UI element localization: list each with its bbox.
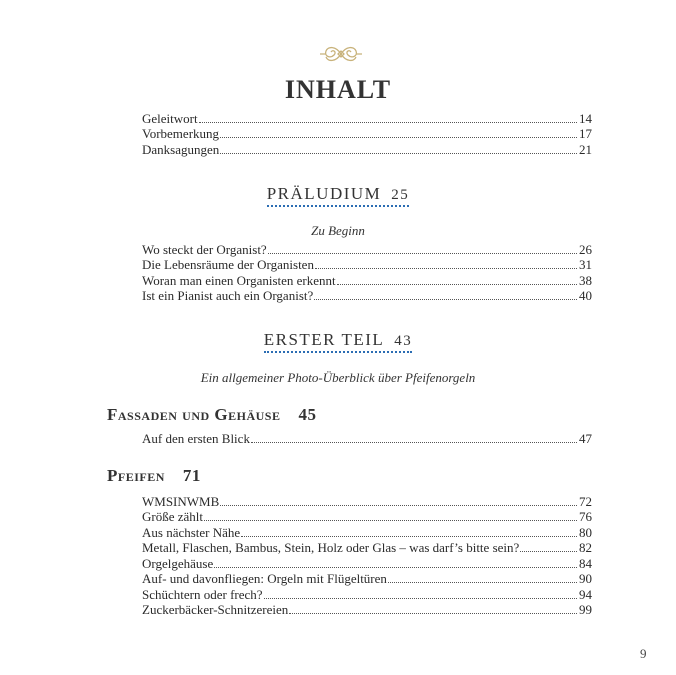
- toc-entry[interactable]: Orgelgehäuse 84: [142, 555, 592, 571]
- subheading-zu-beginn: Zu Beginn: [311, 223, 365, 238]
- toc-entry[interactable]: Aus nächster Nähe 80: [142, 524, 592, 540]
- toc-entry[interactable]: Woran man einen Organisten erkennt 38: [142, 272, 592, 288]
- toc-entry[interactable]: Auf- und davonfliegen: Orgeln mit Flügeltüren 90: [142, 571, 592, 586]
- section-heading-fassaden: Fassaden und Gehäuse 45: [107, 405, 317, 424]
- toc-entry[interactable]: Ist ein Pianist auch ein Organist? 40: [142, 288, 592, 303]
- subheading-photo-ueberblick: Ein allgemeiner Photo-Überblick über Pfeifenorgeln: [200, 370, 476, 385]
- part-heading-praeludium: PRÄLUDIUM 25: [0, 184, 676, 204]
- toc-entry[interactable]: WMSINWMB 72: [142, 493, 592, 509]
- toc-entry[interactable]: Metall, Flaschen, Bambus, Stein, Holz oder Glas – was darf’s bitte sein? 82: [142, 540, 592, 555]
- flourish-ornament-icon: [318, 42, 364, 66]
- fassaden-list: [142, 430, 592, 446]
- toc-entry[interactable]: Die Lebensräume der Organisten 31: [142, 257, 592, 272]
- praeludium-list: [142, 241, 592, 303]
- pfeifen-list: [142, 493, 592, 617]
- toc-entry[interactable]: Danksagungen 21: [142, 141, 592, 157]
- toc-entry[interactable]: Zuckerbäcker-Schnitzereien 99: [142, 602, 592, 617]
- section-heading-pfeifen: Pfeifen 71: [107, 466, 201, 485]
- part-heading-erster-teil: ERSTER TEIL 43: [0, 330, 676, 350]
- toc-entry[interactable]: Schüchtern oder frech? 94: [142, 586, 592, 602]
- toc-entry[interactable]: Größe zählt 76: [142, 509, 592, 524]
- page-number: 9: [640, 646, 647, 661]
- front-matter-list: [142, 110, 592, 157]
- toc-entry[interactable]: Auf den ersten Blick 47: [142, 430, 592, 446]
- page-title: INHALT: [284, 75, 392, 104]
- toc-entry[interactable]: Vorbemerkung 17: [142, 126, 592, 141]
- toc-entry[interactable]: Wo steckt der Organist? 26: [142, 241, 592, 257]
- toc-entry[interactable]: Geleitwort 14: [142, 110, 592, 126]
